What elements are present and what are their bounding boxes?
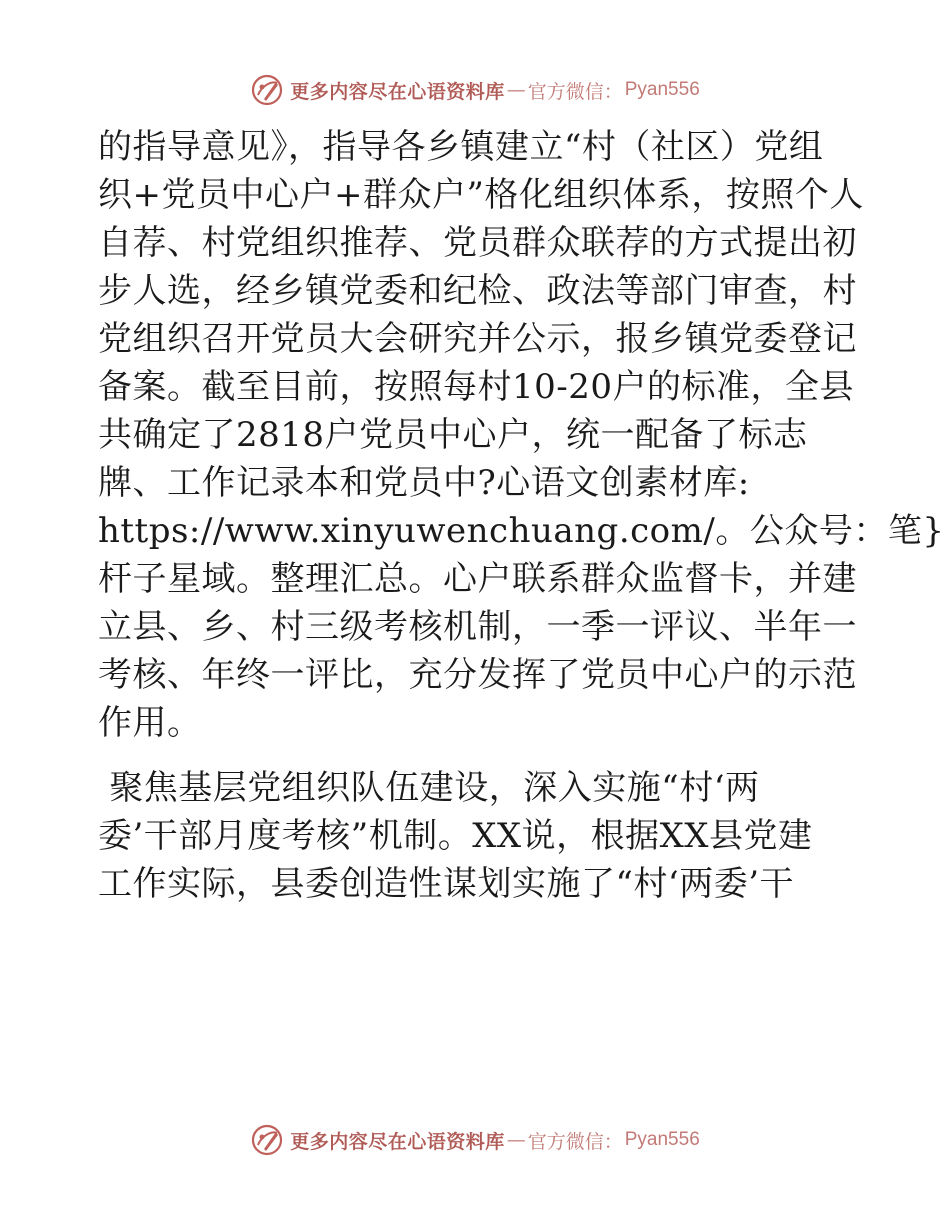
text-line: 自荐、村党组织推荐、党员群众联荐的方式提出初 — [98, 223, 857, 263]
text-line: 共确定了2818户党员中心户，统一配备了标志 — [98, 415, 808, 455]
footer-watermark-text: 更多内容尽在心语资料库 — [290, 1130, 505, 1153]
header-separator: — — [506, 79, 526, 101]
text-line: 委’干部月度考核”机制。XX说，根据XX县党建 — [98, 816, 813, 856]
text-line: https://www.xinyuwenchuang.com/。公众号：笔} — [98, 511, 945, 551]
paragraph-2 — [98, 764, 850, 908]
footer-separator: — — [506, 1129, 526, 1151]
header-wechat-label: 官方微信： — [527, 80, 623, 103]
text-line: 立县、乡、村三级考核机制，一季一评议、半年一 — [98, 607, 857, 647]
text-line: 牌、工作记录本和党员中?心语文创素材库: — [98, 463, 750, 503]
header-watermark-text: 更多内容尽在心语资料库 — [290, 80, 505, 103]
text-line: 作用。 — [98, 703, 202, 743]
text-line: 聚焦基层党组织队伍建设，深入实施“村‘两 — [98, 768, 760, 808]
text-line: 工作实际，县委创造性谋划实施了“村‘两委’干 — [98, 864, 794, 904]
text-line: 织+党员中心户+群众户”格化组织体系，按照个人 — [98, 175, 864, 215]
paragraph-gap — [98, 747, 850, 764]
text-line: 步人选，经乡镇党委和纪检、政法等部门审查，村 — [98, 271, 857, 311]
text-line: 党组织召开党员大会研究并公示，报乡镇党委登记 — [98, 319, 857, 359]
text-line: 的指导意见》，指导各乡镇建立“村（社区）党组 — [98, 127, 824, 167]
text-line: 考核、年终一评比，充分发挥了党员中心户的示范 — [98, 655, 857, 695]
footer-wechat-label: 官方微信： — [527, 1130, 623, 1153]
header-watermark — [0, 70, 950, 110]
document-body — [98, 123, 945, 908]
logo-icon — [250, 1123, 284, 1157]
paragraph-1 — [98, 123, 945, 747]
footer-wechat-id: Pyan556 — [624, 1129, 700, 1150]
text-line: 备案。截至目前，按照每村10-20户的标准，全县 — [98, 367, 855, 407]
footer-watermark — [0, 1120, 950, 1160]
text-line: 杆子星域。整理汇总。心户联系群众监督卡，并建 — [98, 559, 857, 599]
header-wechat-id: Pyan556 — [624, 79, 700, 100]
logo-icon — [250, 73, 284, 107]
